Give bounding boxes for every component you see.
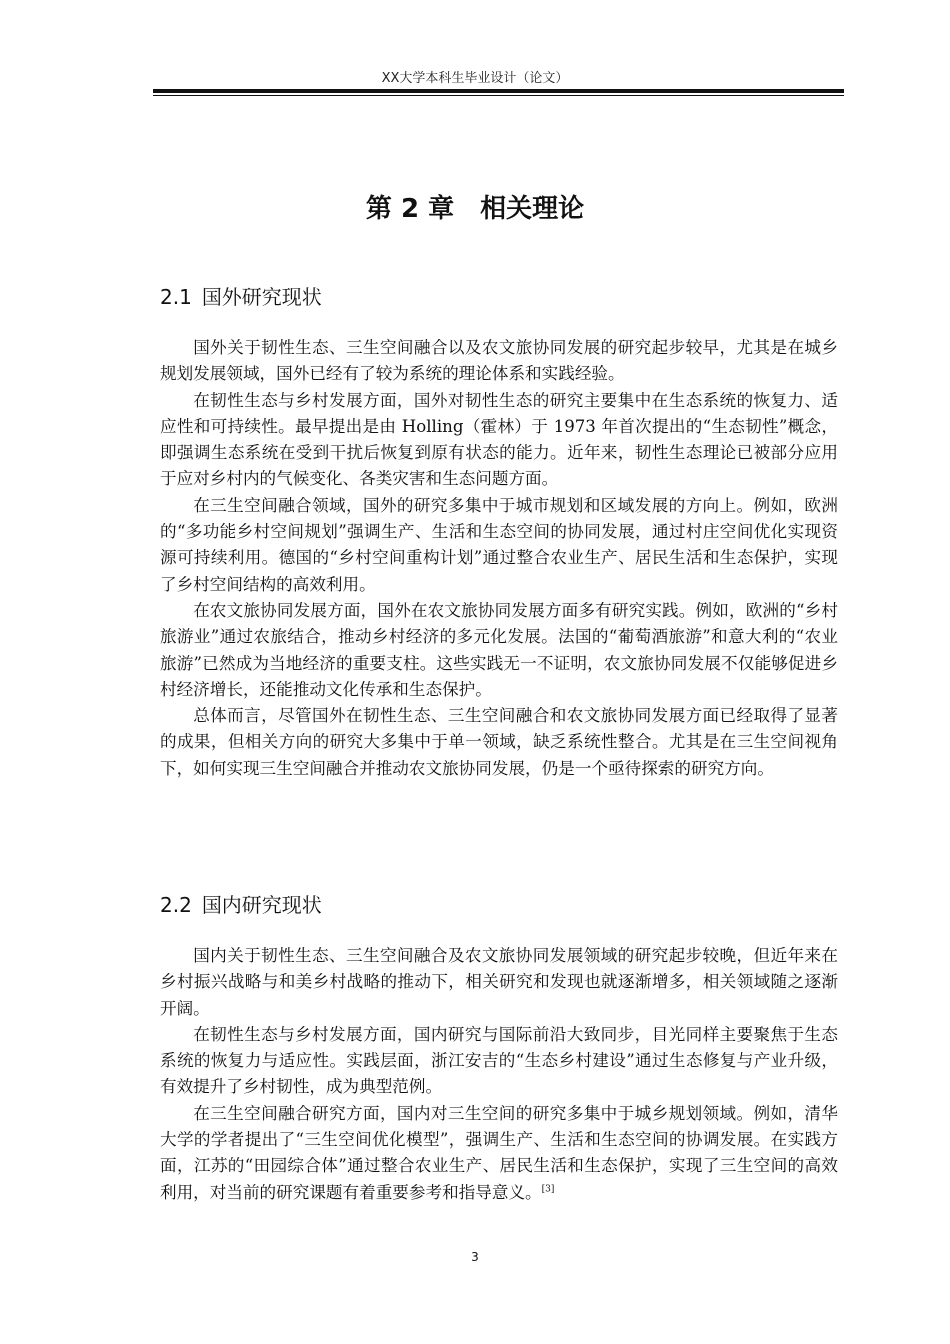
section-heading-2-1 xyxy=(160,281,322,310)
paragraph: 在农文旅协同发展方面，国外在农文旅协同发展方面多有研究实践。例如，欧洲的“乡村旅游业”通过农旅结合，推动乡村经济的多元化发展。法国的“葡萄酒旅游”和意大利的“农业旅游”已然成为当地经济的重要支柱。这些实践无一不证明，农文旅协同发展不仅能够促进乡村经济增长，还能推动文化传承和生态保护。 xyxy=(160,600,838,699)
section-body-2-1 xyxy=(160,335,838,782)
section-title: 国外研究现状 xyxy=(201,285,322,309)
paragraph: 国外关于韧性生态、三生空间融合以及农文旅协同发展的研究起步较早，尤其是在城乡规划发展领域，国外已经有了较为系统的理论体系和实践经验。 xyxy=(160,338,838,384)
chapter-title: 相关理论 xyxy=(480,194,585,224)
header-rule-thin xyxy=(153,95,844,96)
citation-ref: [3] xyxy=(541,1184,555,1195)
paragraph: 国内关于韧性生态、三生空间融合及农文旅协同发展领域的研究起步较晚，但近年来在乡村振兴战略与和美乡村战略的推动下，相关研究和发现也就逐渐增多，相关领域随之逐渐开阔。 xyxy=(160,946,838,1018)
section-body-2-2 xyxy=(160,943,838,1206)
paragraph: 总体而言，尽管国外在韧性生态、三生空间融合和农文旅协同发展方面已经取得了显著的成果，但相关方向的研究大多集中于单一领域，缺乏系统性整合。尤其是在三生空间视角下，如何实现三生空间融合并推动农文旅协同发展，仍是一个亟待探索的研究方向。 xyxy=(160,706,838,778)
section-title: 国内研究现状 xyxy=(201,893,322,917)
paragraph-text: 在三生空间融合研究方面，国内对三生空间的研究多集中于城乡规划领域。例如，清华大学的学者提出了“三生空间优化模型”，强调生产、生活和生态空间的协调发展。在实践方面，江苏的“田园综合体”通过整合农业生产、居民生活和生态保护，实现了三生空间的高效利用，对当前的研究课题有着重要参考和指导意义。 xyxy=(160,1103,838,1202)
paragraph: 在三生空间融合领域，国外的研究多集中于城市规划和区域发展的方向上。例如，欧洲的“多功能乡村空间规划”强调生产、生活和生态空间的协同发展，通过村庄空间优化实现资源可持续利用。德国的“乡村空间重构计划”通过整合农业生产、居民生活和生态保护，实现了乡村空间结构的高效利用。 xyxy=(160,495,838,594)
section-heading-2-2 xyxy=(160,889,322,918)
paragraph: 在韧性生态与乡村发展方面，国外对韧性生态的研究主要集中在生态系统的恢复力、适应性和可持续性。最早提出是由 Holling（霍林）于 1973 年首次提出的“生态韧性”概念，即强调生态系统在受到干扰后恢复到原有状态的能力。近年来，韧性生态理论已被部分应用于应对乡村内的气候变化、各类灾害和生态问题方面。 xyxy=(160,390,838,489)
paragraph xyxy=(160,1101,838,1206)
chapter-heading xyxy=(0,188,950,225)
running-header: XX大学本科生毕业设计（论文） xyxy=(381,71,569,86)
chapter-number: 第 2 章 xyxy=(365,194,455,224)
section-number: 2.2 xyxy=(160,893,192,917)
paragraph: 在韧性生态与乡村发展方面，国内研究与国际前沿大致同步，目光同样主要聚焦于生态系统的恢复力与适应性。实践层面，浙江安吉的“生态乡村建设”通过生态修复与产业升级，有效提升了乡村韧性，成为典型范例。 xyxy=(160,1024,838,1097)
page-number: 3 xyxy=(471,1250,479,1264)
header-rule-thick xyxy=(153,89,844,93)
section-number: 2.1 xyxy=(160,285,192,309)
